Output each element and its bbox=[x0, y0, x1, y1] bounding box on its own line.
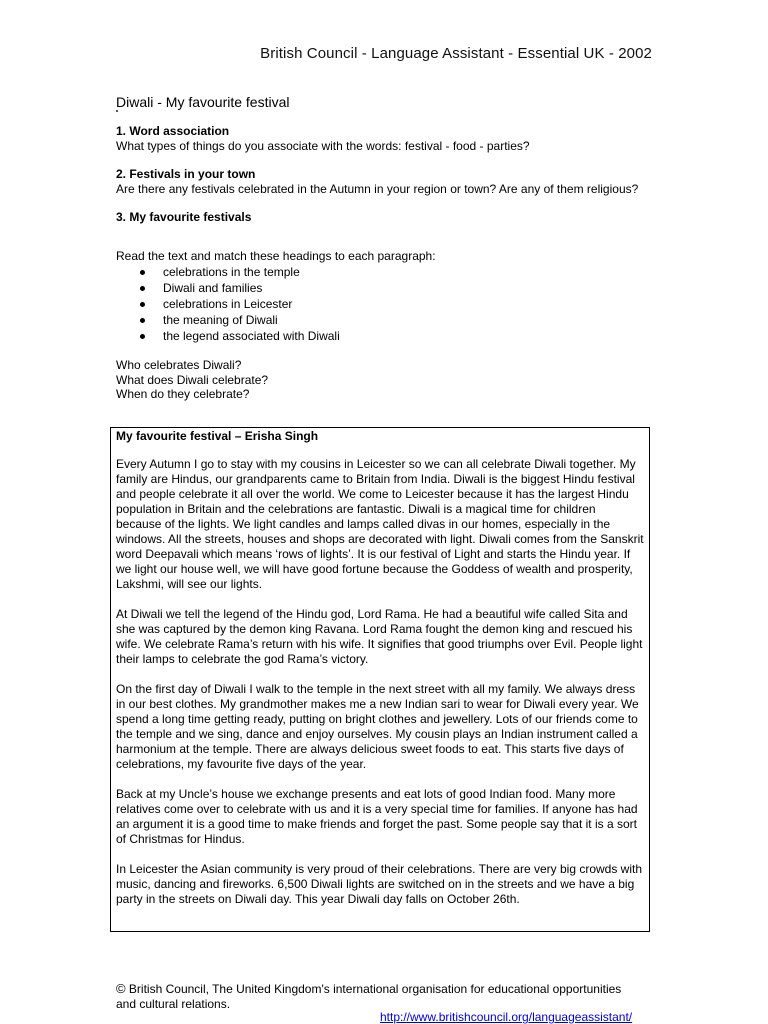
bullet-icon bbox=[140, 286, 145, 291]
instructions: Read the text and match these headings to each paragraph: bbox=[116, 249, 436, 263]
bullet-icon bbox=[140, 318, 145, 323]
reading-text-box bbox=[110, 427, 650, 932]
page-title: Diwali - My favourite festival bbox=[116, 94, 290, 110]
reading-title: My favourite festival – Erisha Singh bbox=[116, 429, 319, 443]
bullet-icon bbox=[140, 302, 145, 307]
reading-paragraph: Every Autumn I go to stay with my cousins in Leicester so we can all celebrate Diwali together. My family are Hindus, our grandparents came to Britain from India. Diwali is the biggest Hindu festival and people celebrate it all over the world. We come to Leicester because it has the largest Hindu population in Britain and the celebrations are fantastic. Diwali is a magical time for children because of the lights. We light candles and lamps called divas in our homes, especially in the windows. All the streets, houses and shops are decorated with light. Diwali comes from the Sanskrit word Deepavali which means ‘rows of lights’. It is our festival of Light and starts the Hindu year. If we light our house well, we will have good fortune because the Goddess of wealth and prosperity, Lakshmi, will see our lights. bbox=[116, 457, 644, 591]
reading-paragraph: In Leicester the Asian community is very proud of their celebrations. There are very big crowds with music, dancing and fireworks. 6,500 Diwali lights are switched on in the streets and we have a big party in the streets on Diwali day. This year Diwali day falls on October 26th. bbox=[116, 862, 643, 906]
section-heading: 1. Word association bbox=[116, 124, 230, 138]
questions bbox=[116, 358, 661, 402]
reading-paragraph: On the first day of Diwali I walk to the temple in the next street with all my family. We always dress in our best clothes. My grandmother makes me a new Indian sari to wear for Diwali every year. We spend a long time getting ready, putting on bright clothes and jewellery. Lots of our friends come to the temple and we sing, dance and enjoy ourselves. My cousin plays an Indian instrument called a harmonium at the temple. There are always delicious sweet foods to eat. This starts five days of celebrations, my favourite five days of the year. bbox=[116, 682, 639, 771]
page-footer bbox=[116, 981, 636, 1012]
list-item: Diwali and families bbox=[116, 280, 661, 296]
section-festivals-in-town bbox=[116, 167, 661, 197]
question: When do they celebrate? bbox=[116, 387, 250, 401]
section-body: Are there any festivals celebrated in the Autumn in your region or town? Are any of them religious? bbox=[116, 182, 639, 196]
question: Who celebrates Diwali? bbox=[116, 358, 242, 372]
list-item: celebrations in Leicester bbox=[116, 296, 661, 312]
section-heading: 3. My favourite festivals bbox=[116, 210, 252, 224]
footer-text: British Council, The United Kingdom's international organisation for educational opportunities and cultural relations. bbox=[116, 982, 622, 1011]
reading-paragraph: At Diwali we tell the legend of the Hindu god, Lord Rama. He had a beautiful wife called Sita and she was captured by the demon king Ravana. Lord Rama fought the demon king and rescued his wife. We celebrate Rama’s return with his wife. It signifies that good triumphs over Evil. People light their lamps to celebrate the god Rama’s victory. bbox=[116, 607, 643, 666]
bullet-icon bbox=[140, 334, 145, 339]
question: What does Diwali celebrate? bbox=[116, 372, 269, 387]
list-item: the legend associated with Diwali bbox=[116, 328, 661, 344]
section-word-association bbox=[116, 124, 661, 154]
list-item: the meaning of Diwali bbox=[116, 312, 661, 328]
headings-list bbox=[116, 264, 661, 344]
copyright-icon: © bbox=[116, 981, 126, 996]
title-underline-mark bbox=[116, 110, 118, 112]
footer-link[interactable]: http://www.britishcouncil.org/languageassistant/ bbox=[380, 1010, 633, 1024]
list-item: celebrations in the temple bbox=[116, 264, 661, 280]
section-heading: 2. Festivals in your town bbox=[116, 167, 256, 181]
section-body: What types of things do you associate with the words: festival - food - parties? bbox=[116, 139, 530, 153]
page-header: British Council - Language Assistant - Essential UK - 2002 bbox=[260, 45, 652, 62]
worksheet-content bbox=[116, 124, 661, 402]
section-favourite-festivals bbox=[116, 210, 661, 225]
bullet-icon bbox=[140, 270, 145, 275]
reading-paragraph: Back at my Uncle’s house we exchange presents and eat lots of good Indian food. Many more relatives come over to celebrate with us and it is a very special time for families. If anyone has had an argument it is a good time to make friends and forget the past. Some people say that it is a sort of Christmas for Hindus. bbox=[116, 787, 638, 846]
